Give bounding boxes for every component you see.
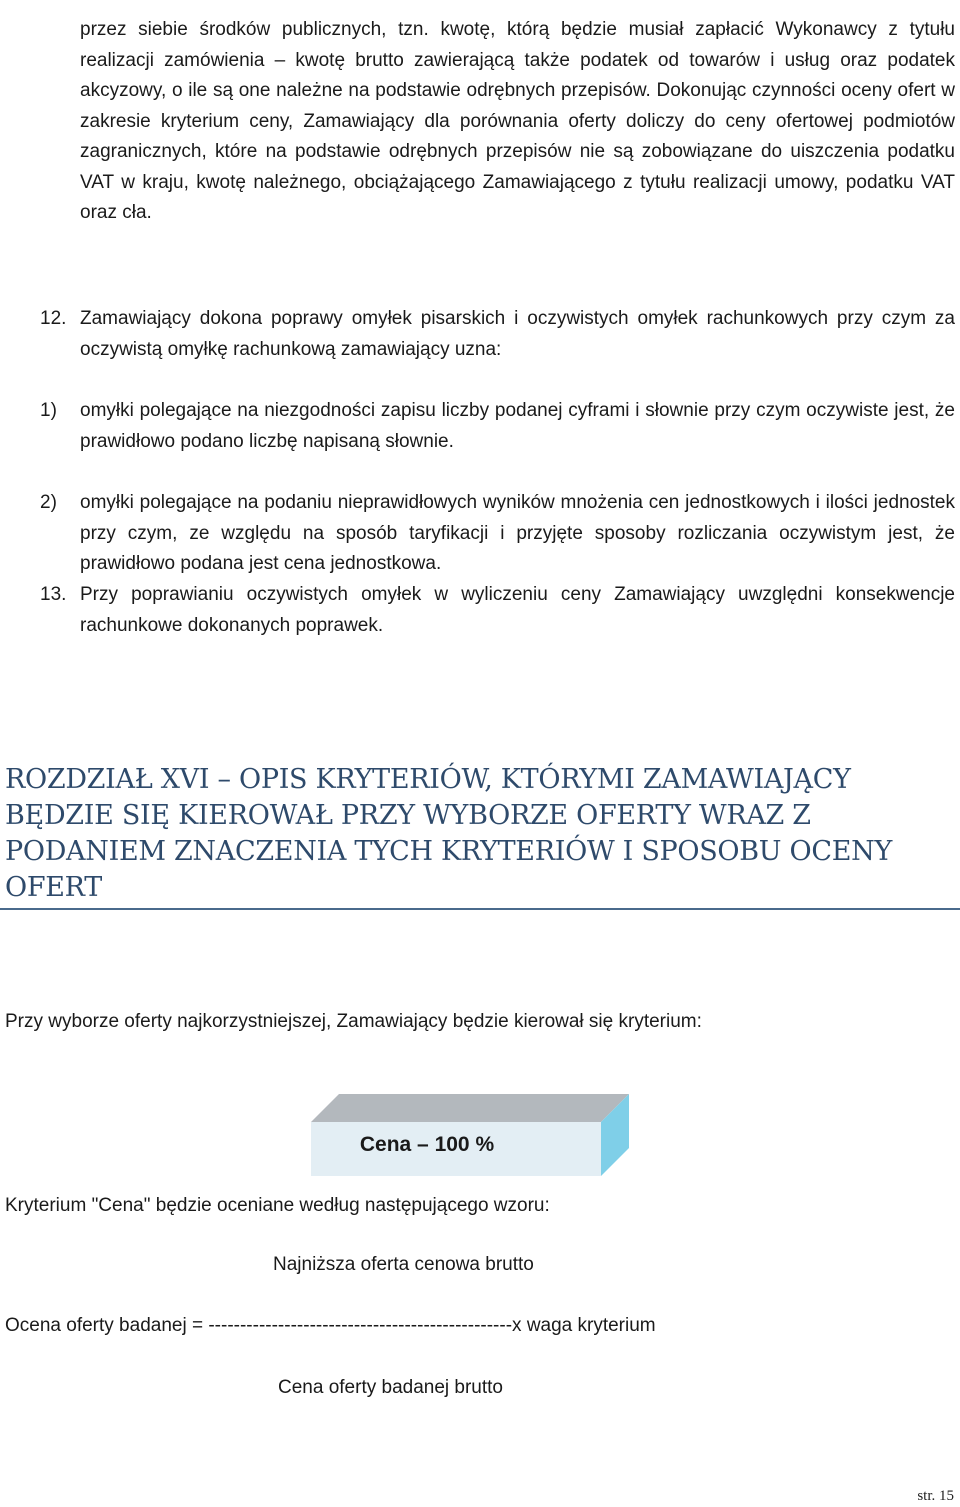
heading-divider <box>0 908 960 910</box>
formula-intro: Kryterium "Cena" będzie oceniane według następującego wzoru: <box>5 1195 550 1216</box>
list-number: 13. <box>40 584 67 605</box>
formula-denominator: Cena oferty badanej brutto <box>278 1377 503 1398</box>
sub-item-1 <box>40 396 955 457</box>
criterion-label: Cena – 100 % <box>359 1133 495 1156</box>
formula-line: Ocena oferty badanej = ------------------------------------------------x waga kryterium <box>5 1315 656 1336</box>
list-item-13 <box>40 580 955 641</box>
intro-text: Przy wyborze oferty najkorzystniejszej, Zamawiający będzie kierował się kryterium: <box>5 1011 702 1032</box>
sub-text: omyłki polegające na podaniu nieprawidłowych wyników mnożenia cen jednostkowych i ilości jednostek przy czym, ze względu na sposób taryfikacji i przyjęte sposoby rozliczania oczywistym jest, że prawidłowo podana jest cena jednostkowa. <box>80 492 955 574</box>
sub-text: omyłki polegające na niezgodności zapisu liczby podanej cyframi i słownie przy czym oczywiste jest, że prawidłowo podano liczbę napisaną słownie. <box>80 400 955 452</box>
sub-item-2 <box>40 488 955 580</box>
list-text: Zamawiający dokona poprawy omyłek pisarskich i oczywistych omyłek rachunkowych przy czym za oczywistą omyłkę rachunkową zamawiający uzna: <box>80 308 955 360</box>
list-number: 12. <box>40 308 67 329</box>
page-number: str. 15 <box>917 1488 954 1504</box>
list-text: Przy poprawianiu oczywistych omyłek w wyliczeniu ceny Zamawiający uwzględni konsekwencje rachunkowe dokonanych poprawek. <box>80 584 955 636</box>
list-item-12 <box>40 304 955 365</box>
continuation-paragraph: przez siebie środków publicznych, tzn. kwotę, którą będzie musiał zapłacić Wykonawcy z tytułu realizacji zamówienia – kwotę brutto zawierającą także podatek od towarów i usług oraz podatek akcyzowy, o ile są one należne na podstawie odrębnych przepisów. Dokonując czynności oceny ofert w zakresie kryterium ceny, Zamawiający dla porównania oferty doliczy do ceny ofertowej podmiotów zagranicznych, które na podstawie odrębnych przepisów nie są zobowiązane do uiszczenia podatku VAT w kraju, kwotę należnego, obciążającego Zamawiającego z tytułu realizacji umowy, podatku VAT oraz cła. <box>80 19 955 223</box>
sub-number: 2) <box>40 492 57 513</box>
sub-number: 1) <box>40 400 57 421</box>
formula-numerator: Najniższa oferta cenowa brutto <box>273 1254 534 1275</box>
section-heading: ROZDZIAŁ XVI – OPIS KRYTERIÓW, KTÓRYMI ZAMAWIAJĄCY BĘDZIE SIĘ KIEROWAŁ PRZY WYBORZE OFERTY WRAZ Z PODANIEM ZNACZENIA TYCH KRYTERIÓW I SPOSOBU OCENY OFERT <box>5 764 892 903</box>
